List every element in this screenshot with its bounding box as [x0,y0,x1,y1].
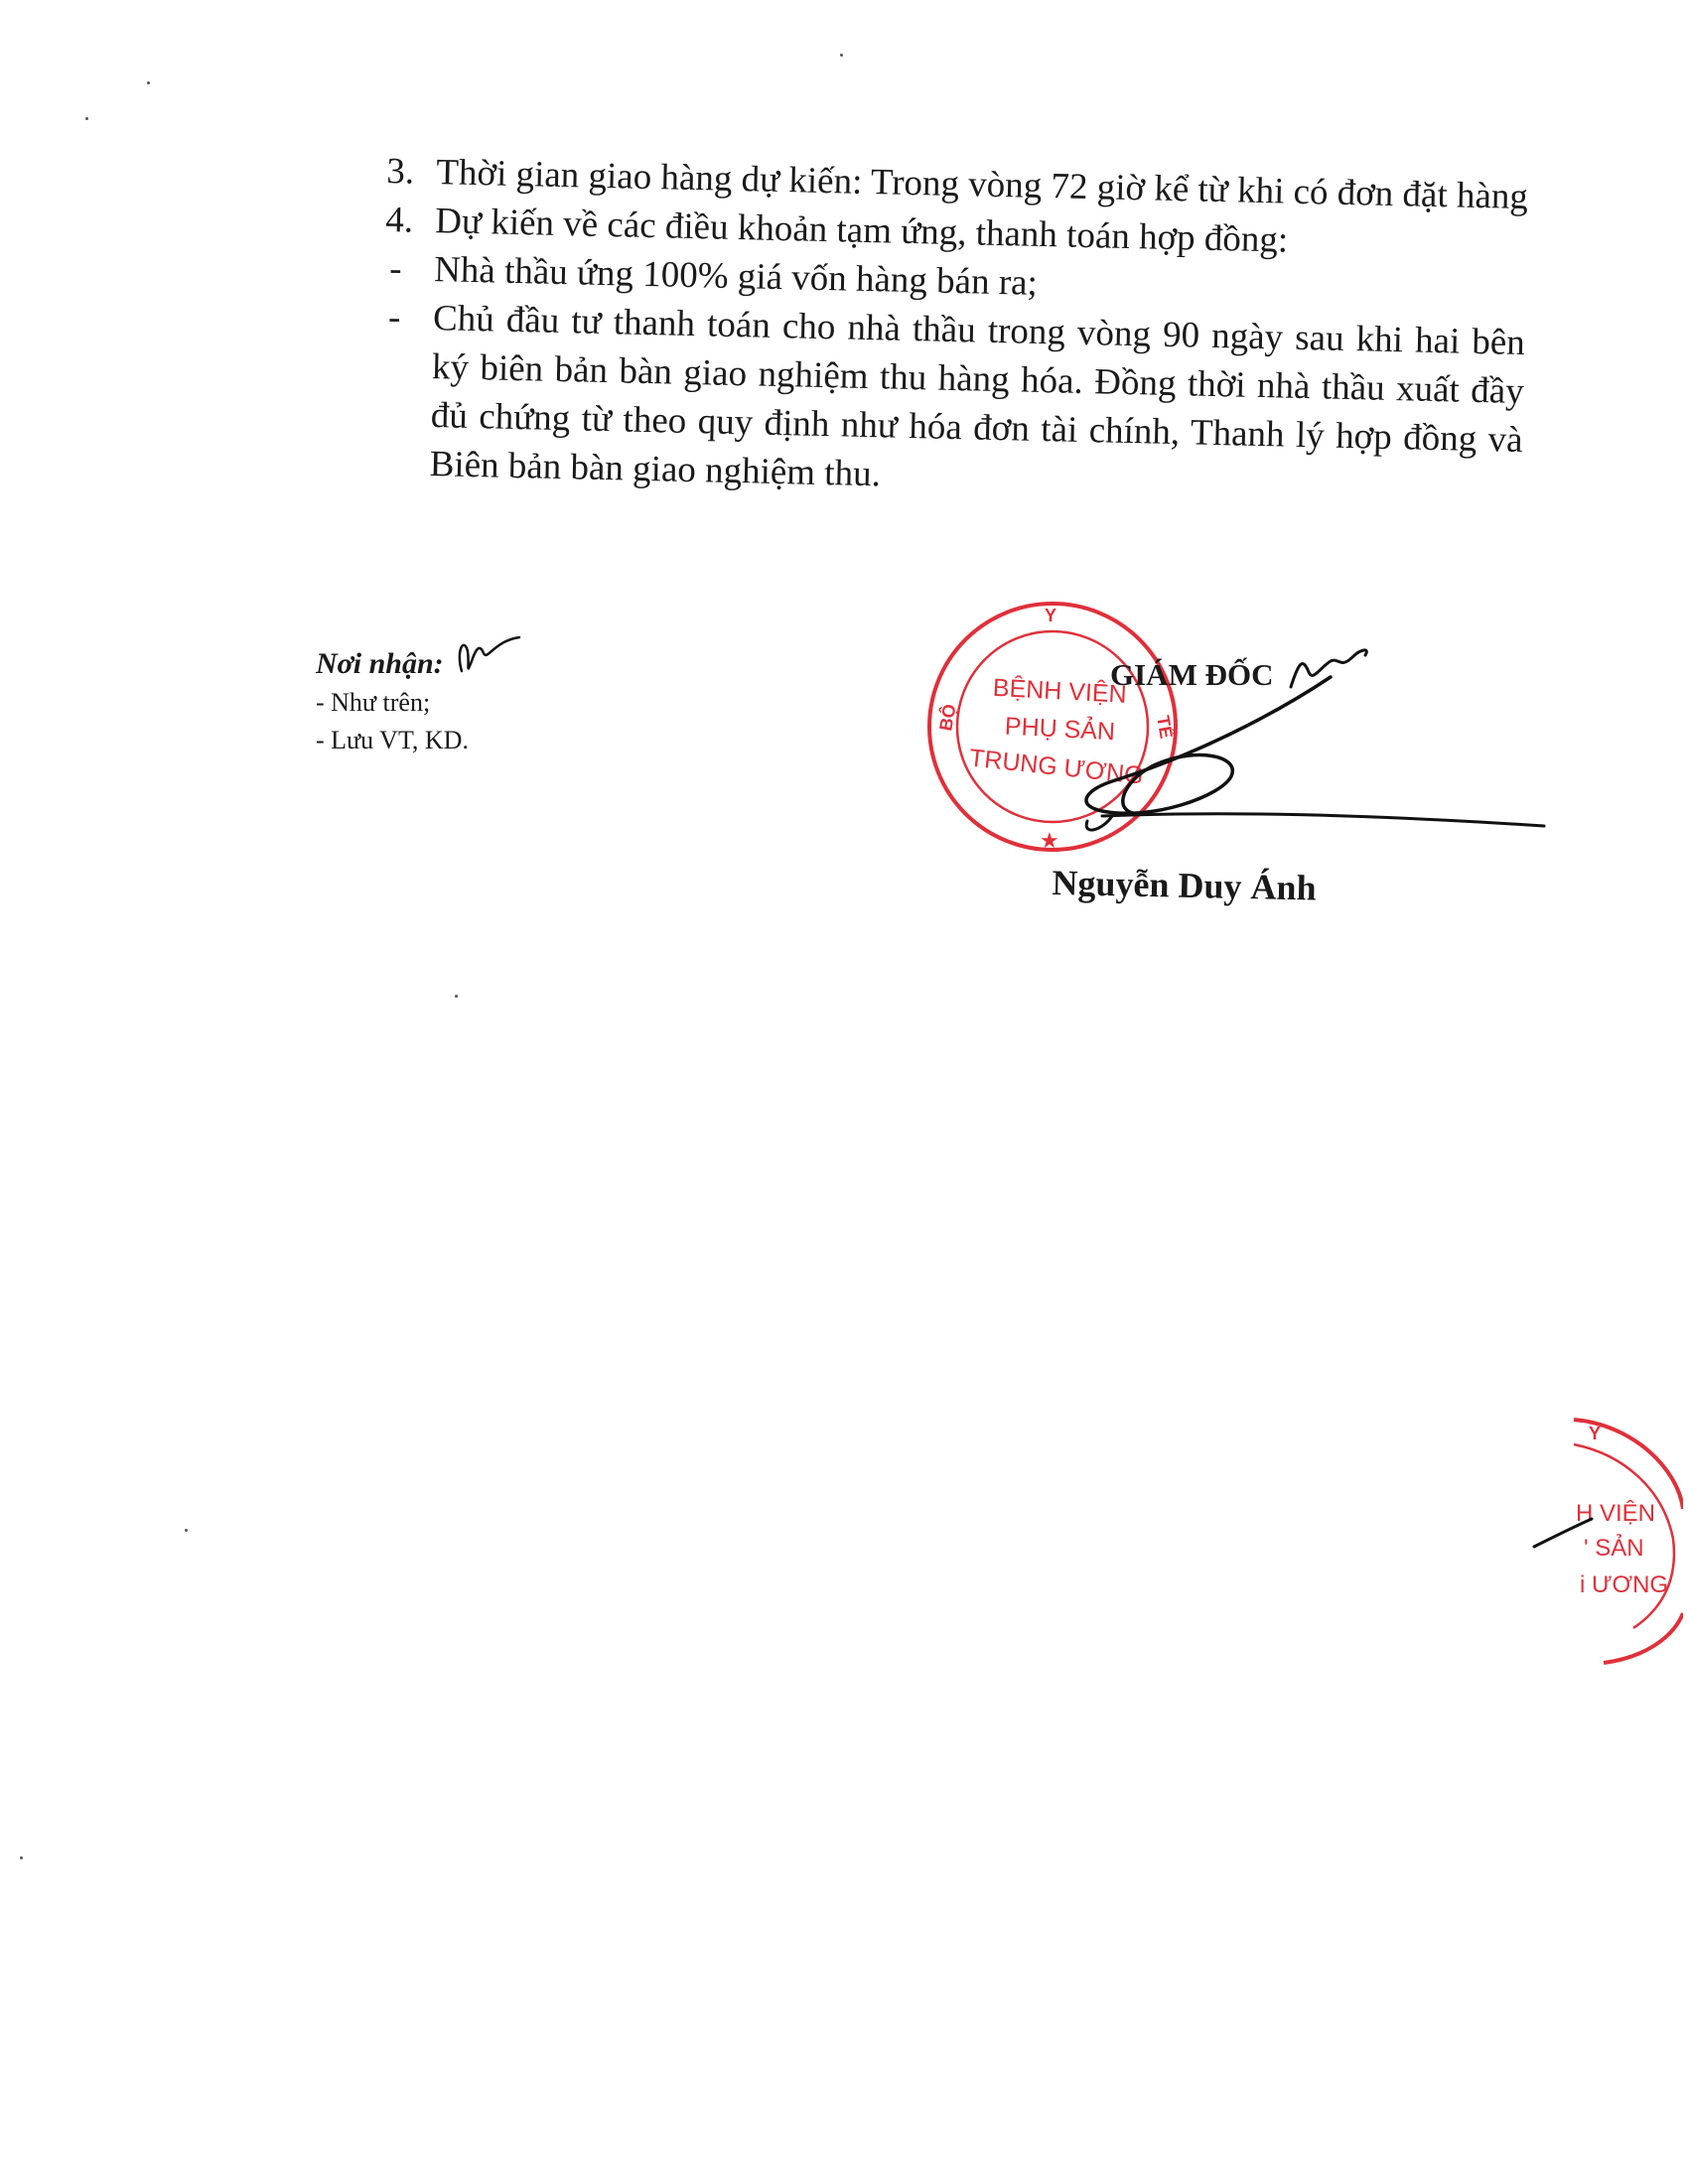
scan-speck [147,81,150,84]
svg-text:Y: Y [1589,1424,1602,1443]
bullet-text: Chủ đầu tư thanh toán cho nhà thầu trong vòng 90 ngày sau khi hai bên ký biên bản bàn giao nghiệm thu hàng hóa. Đồng thời nhà thầu xuất đầy đủ chứng từ theo quy định như hóa đơn tài chính, Thanh lý hợp đồng và Biên bản bàn giao nghiệm thu. [429,298,1526,495]
signer-title: GIÁM ĐỐC [1110,657,1274,692]
list-text: Thời gian giao hàng dự kiến: Trong vòng 72 giờ kể từ khi có đơn đặt hàng [435,152,1529,218]
svg-text:i ƯƠNG: i ƯƠNG [1580,1571,1669,1598]
list-number: 3. [385,150,415,193]
svg-text:PHỤ SẢN: PHỤ SẢN [1004,712,1116,747]
list-text: Dự kiến về các điều khoản tạm ứng, thanh toán hợp đồng: [434,201,1289,261]
bullet-item [379,293,1525,513]
svg-text:BỆNH VIỆN: BỆNH VIỆN [992,673,1128,709]
svg-text:H VIỆN: H VIỆN [1576,1500,1656,1527]
bullet-dash: - [387,297,401,339]
svg-text:Y: Y [1045,606,1057,625]
svg-text:TRUNG ƯƠNG: TRUNG ƯƠNG [967,744,1145,790]
bullet-dash: - [388,248,403,290]
svg-text:★: ★ [1040,829,1059,854]
svg-text:TẾ: TẾ [1153,714,1177,741]
scan-speck [185,1529,188,1532]
recipient-line: - Lưu VT, KD. [316,726,469,754]
scan-speck [20,1856,23,1859]
signer-name: Nguyễn Duy Ánh [1052,862,1318,908]
body-text [379,147,1528,513]
partial-seal [1514,1400,1683,1688]
initials-signature [454,631,523,681]
scan-speck [85,117,88,120]
recipient-line: - Như trên; [316,688,431,717]
scan-speck [840,54,843,57]
recipients-block [316,623,519,759]
bullet-text: Nhà thầu ứng 100% giá vốn hàng bán ra; [433,249,1039,304]
recipients-heading: Nơi nhận: [316,647,444,680]
scan-speck [455,995,458,998]
recipients-heading-row [316,623,519,684]
director-signature [1043,627,1549,846]
svg-text:' SẢN: ' SẢN [1584,1535,1644,1562]
svg-text:BỘ: BỘ [935,702,960,733]
list-number: 4. [384,199,414,241]
